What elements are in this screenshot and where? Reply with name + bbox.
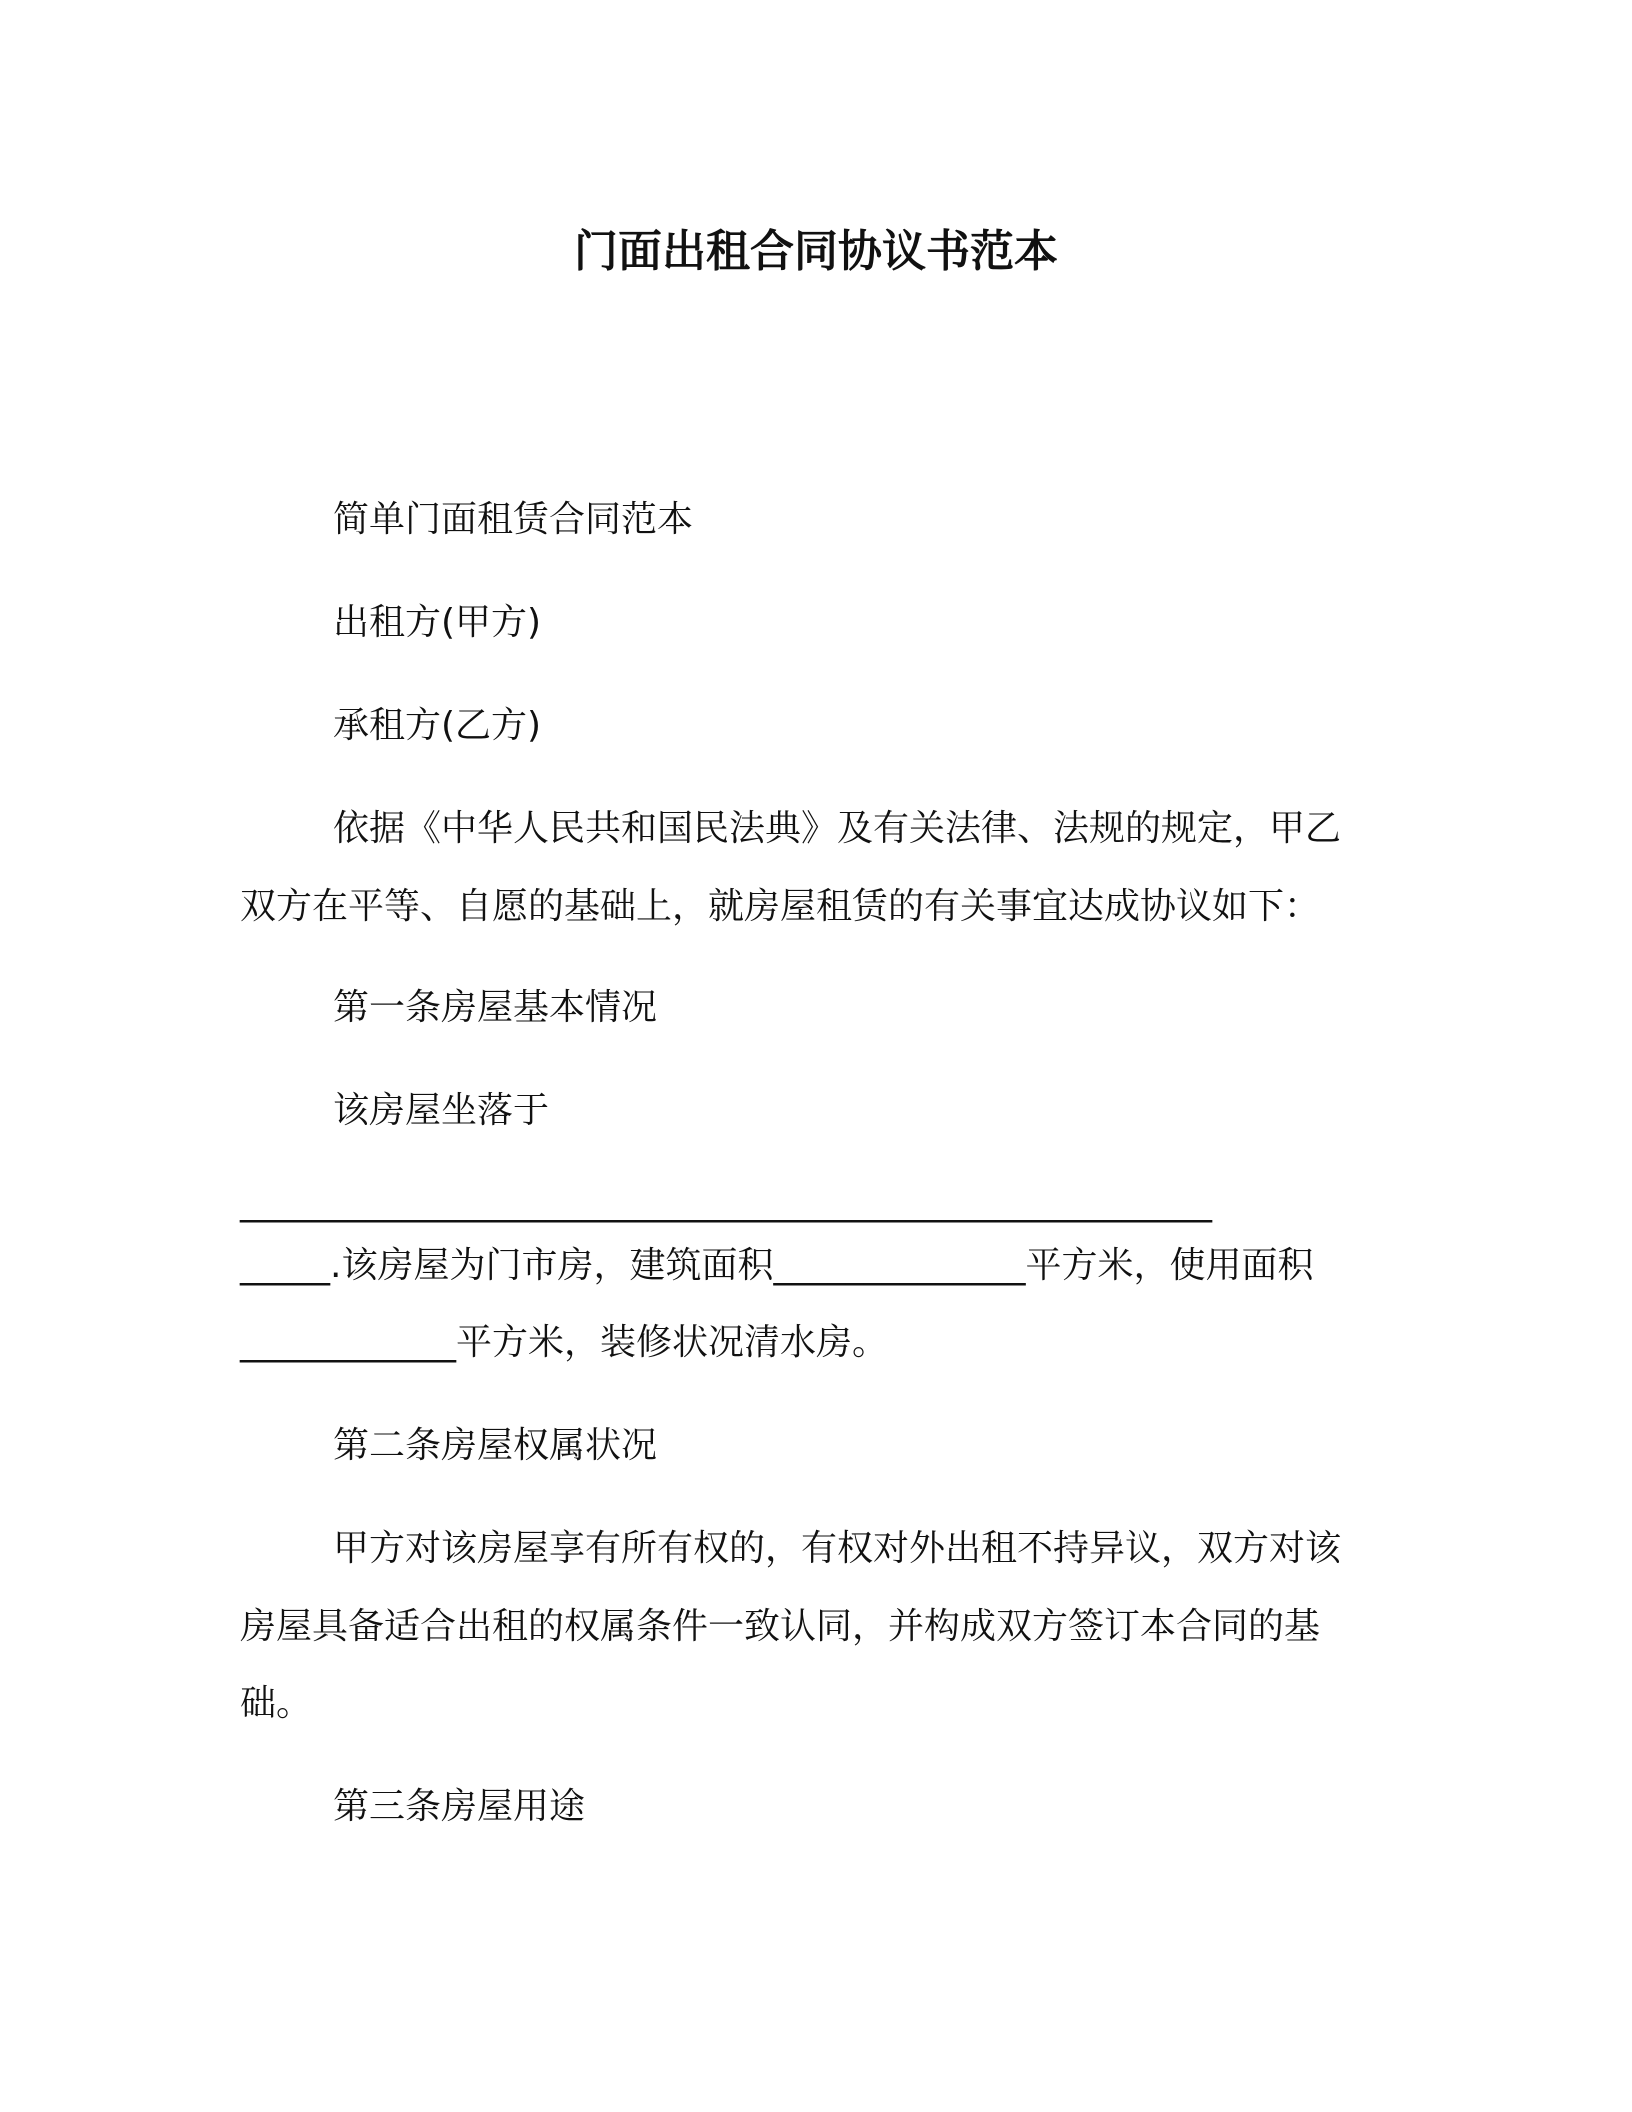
article-1-area-line: _____.该房屋为门市房，建筑面积______________平方米，使用面积 — [240, 1245, 1314, 1286]
contract-subtitle: 简单门面租赁合同范本 — [333, 499, 694, 540]
article-2-body-line-2: 房屋具备适合出租的权属条件一致认同，并构成双方签订本合同的基 — [240, 1606, 1321, 1647]
article-1-usable-area-line: ____________平方米，装修状况清水房。 — [240, 1322, 889, 1363]
article-2-heading: 第二条房屋权属状况 — [333, 1425, 658, 1466]
lessor-label: 出租方(甲方) — [333, 602, 542, 643]
article-2-body-line-1: 甲方对该房屋享有所有权的，有权对外出租不持异议，双方对该 — [333, 1528, 1342, 1569]
article-1-address-blank: ______________________________________________________ — [240, 1182, 1212, 1223]
lessee-label: 承租方(乙方) — [333, 705, 542, 746]
article-1-heading: 第一条房屋基本情况 — [333, 987, 658, 1028]
article-1-location-label: 该房屋坐落于 — [333, 1090, 550, 1131]
preamble-line-2: 双方在平等、自愿的基础上，就房屋租赁的有关事宜达成协议如下： — [240, 886, 1321, 927]
preamble-line-1: 依据《中华人民共和国民法典》及有关法律、法规的规定，甲乙 — [333, 808, 1342, 849]
article-2-body-line-3: 础。 — [240, 1683, 313, 1724]
document-title: 门面出租合同协议书范本 — [574, 226, 1058, 277]
article-3-heading: 第三条房屋用途 — [333, 1786, 586, 1827]
